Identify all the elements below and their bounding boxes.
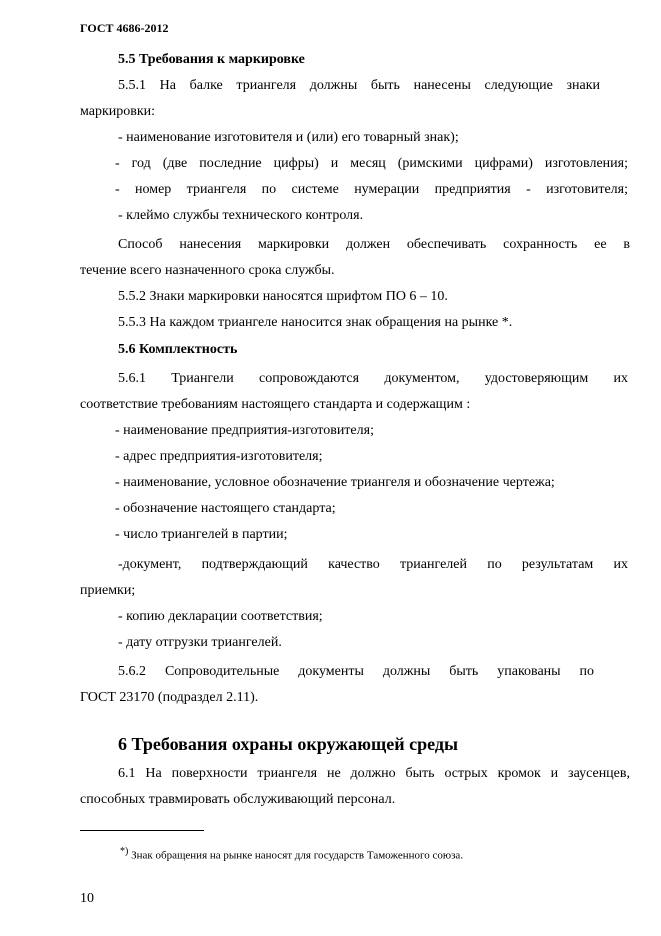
page-number: 10	[80, 891, 94, 906]
list-item: - год (две последние цифры) и месяц (римскими цифрами) изготовления;	[115, 156, 628, 171]
list-item: - клеймо службы технического контроля.	[118, 208, 364, 223]
paragraph-line: способных травмировать обслуживающий персонал.	[80, 792, 396, 807]
paragraph-line: Способ нанесения маркировки должен обеспечивать сохранность ее в	[118, 237, 630, 252]
paragraph-line: 5.5.1 На балке триангеля должны быть нанесены следующие знаки	[118, 78, 600, 93]
section-6-title: 6 Требования охраны окружающей среды	[118, 734, 459, 754]
paragraph-line: ГОСТ 23170 (подраздел 2.11).	[80, 690, 259, 705]
list-item: - дату отгрузки триангелей.	[118, 635, 282, 650]
footnote-separator	[80, 830, 204, 831]
paragraph: 5.5.2 Знаки маркировки наносятся шрифтом ПО 6 – 10.	[118, 289, 448, 304]
footnote-text: Знак обращения на рынке наносят для государств Таможенного союза.	[131, 849, 464, 862]
list-item: - число триангелей в партии;	[115, 527, 288, 542]
paragraph: 5.5.3 На каждом триангеле наносится знак обращения на рынке *.	[118, 315, 513, 330]
list-item: - обозначение настоящего стандарта;	[115, 501, 336, 516]
paragraph-line: 5.6.2 Сопроводительные документы должны быть упакованы по	[118, 664, 594, 679]
document-header: ГОСТ 4686-2012	[80, 21, 169, 35]
list-item: - наименование, условное обозначение триангеля и обозначение чертежа;	[115, 475, 555, 490]
paragraph-line: -документ, подтверждающий качество триангелей по результатам их	[118, 557, 628, 572]
list-item: - наименование предприятия-изготовителя;	[115, 423, 374, 438]
paragraph-line: соответствие требованиям настоящего стандарта и содержащим :	[80, 397, 471, 412]
footnote	[120, 844, 463, 864]
paragraph-line: маркировки:	[80, 104, 156, 119]
list-item: - копию декларации соответствия;	[118, 609, 323, 624]
footnote-mark: *)	[120, 846, 129, 857]
paragraph-line: 5.6.1 Триангели сопровождаются документом, удостоверяющим их	[118, 371, 628, 386]
paragraph-line: приемки;	[80, 583, 136, 598]
section-5-5-title: 5.5 Требования к маркировке	[118, 52, 305, 67]
list-item: - наименование изготовителя и (или) его товарный знак);	[118, 130, 459, 145]
paragraph-line: 6.1 На поверхности триангеля не должно быть острых кромок и заусенцев,	[118, 766, 630, 781]
list-item: - адрес предприятия-изготовителя;	[115, 449, 323, 464]
section-5-6-title: 5.6 Комплектность	[118, 342, 238, 357]
paragraph-line: течение всего назначенного срока службы.	[80, 263, 335, 278]
list-item: - номер триангеля по системе нумерации предприятия - изготовителя;	[115, 182, 628, 197]
